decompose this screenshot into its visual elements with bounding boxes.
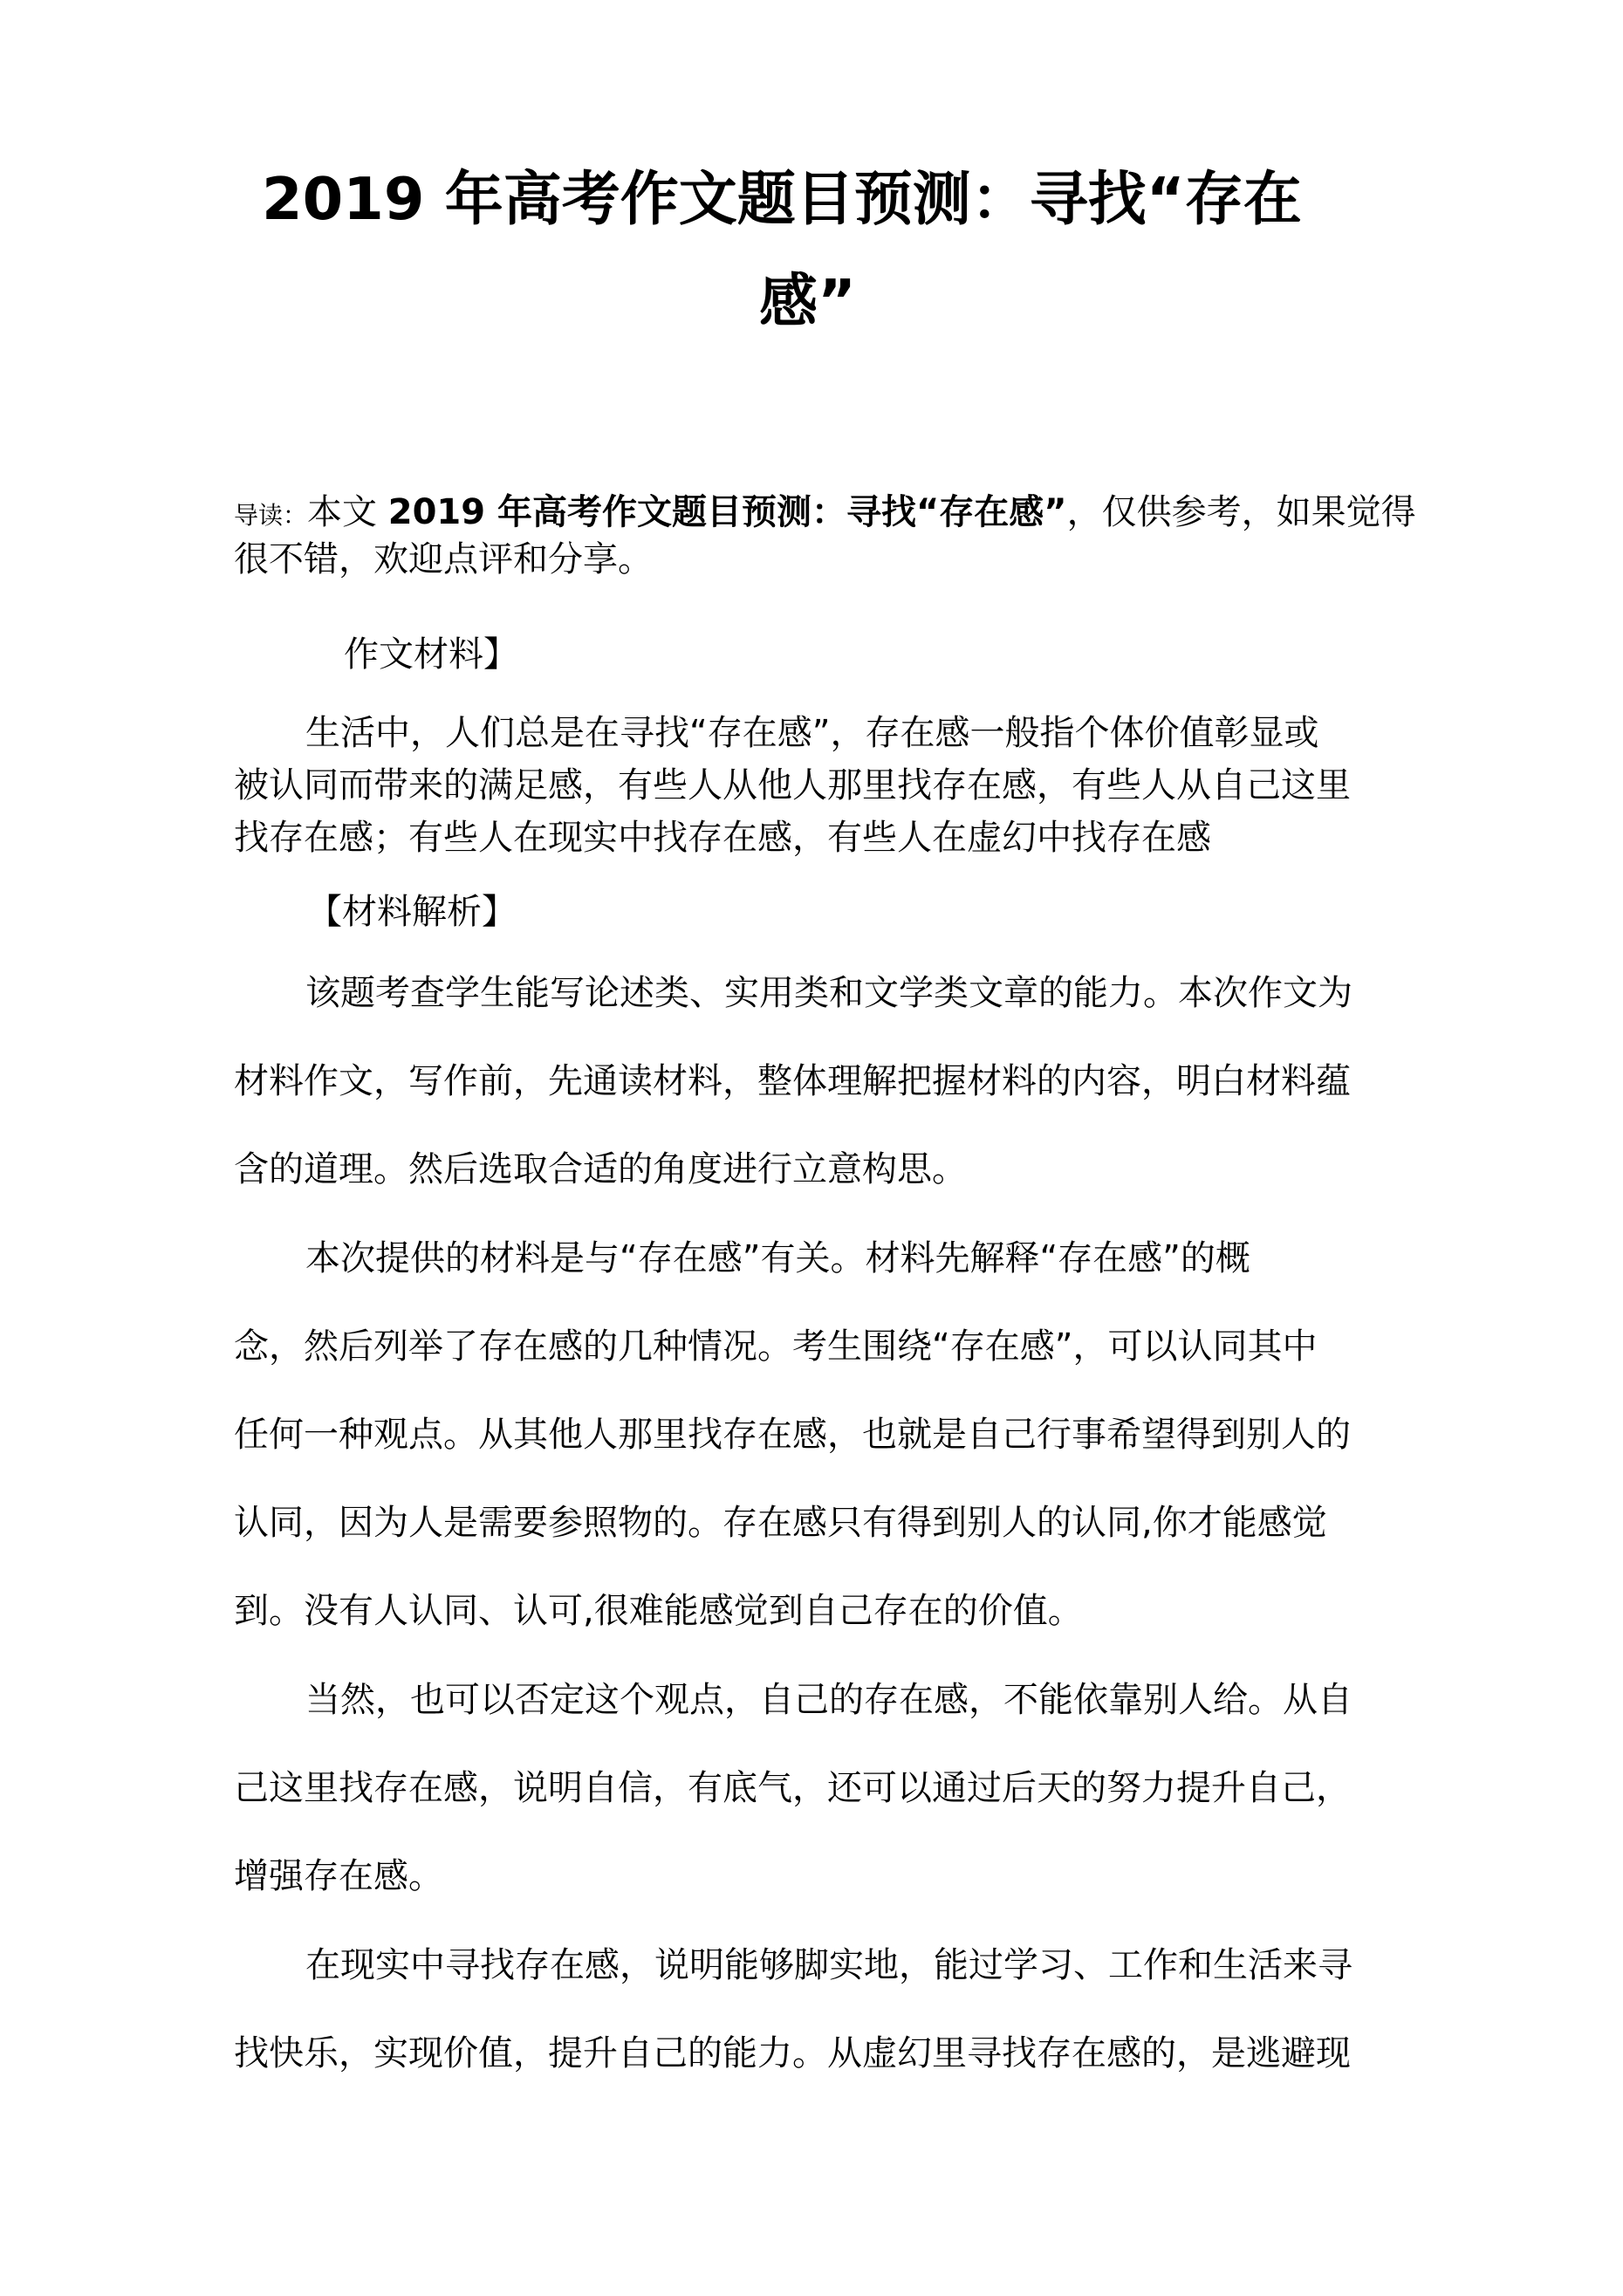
material-line: 生活中，人们总是在寻找“存在感”，存在感一般指个体价值彰显或 [305, 713, 1319, 753]
paragraph-line: 在现实中寻找存在感，说明能够脚实地，能过学习、工作和生活来寻 [305, 1945, 1352, 1985]
paragraph-line: 到。没有人认同、认可,很难能感觉到自己存在的价值。 [234, 1591, 1083, 1631]
intro-paragraph [234, 490, 1438, 582]
paragraph-line: 材料作文，写作前，先通读材料，整体理解把握材料的内容，明白材料蕴 [234, 1061, 1351, 1101]
analysis-paragraph-1 [234, 949, 1352, 1214]
paragraph-line: 认同，因为人是需要参照物的。存在感只有得到别人的认同,你才能感觉 [234, 1503, 1327, 1543]
material-line: 被认同而带来的满足感，有些人从他人那里找存在感，有些人从自己这里 [234, 765, 1351, 805]
intro-emphasis: 2019 年高考作文题目预测：寻找“存在感” [387, 492, 1067, 532]
material-heading: 作文材料】 [344, 634, 518, 675]
analysis-paragraph-3 [234, 1656, 1352, 1921]
paragraph-line: 念，然后列举了存在感的几种情况。考生围绕“存在感”，可以认同其中 [234, 1326, 1318, 1367]
material-line: 找存在感；有些人在现实中找存在感，有些人在虚幻中找存在感 [234, 818, 1211, 858]
paragraph-line: 本次提供的材料是与“存在感”有关。材料先解释“存在感”的概 [305, 1238, 1250, 1278]
analysis-paragraph-4 [234, 1922, 1352, 2098]
paragraph-line: 当然，也可以否定这个观点，自己的存在感，不能依靠别人给。从自 [305, 1680, 1352, 1720]
paragraph-line: 任何一种观点。从其他人那里找存在感，也就是自己行事希望得到别人的 [234, 1415, 1351, 1455]
intro-label: 导读： [234, 501, 308, 530]
paragraph-line: 找快乐，实现价值，提升自己的能力。从虚幻里寻找存在感的，是逃避现 [234, 2033, 1351, 2073]
intro-suffix: ，仅供参考，如果觉得很不错，欢迎点评和分享。 [234, 492, 1416, 579]
page-title-continued: 感” [759, 267, 857, 335]
paragraph-line: 己这里找存在感，说明自信，有底气，还可以通过后天的努力提升自己， [234, 1768, 1351, 1808]
intro-prefix: 本文 [307, 492, 388, 532]
page-title: 2019 年高考作文题目预测：寻找“存在 [262, 165, 1302, 233]
paragraph-line: 增强存在感。 [234, 1856, 443, 1896]
analysis-heading: 【材料解析】 [307, 892, 517, 932]
paragraph-line: 含的道理。然后选取合适的角度进行立意构思。 [234, 1149, 967, 1189]
paragraph-line: 该题考查学生能写论述类、实用类和文学类文章的能力。本次作文为 [305, 973, 1352, 1013]
analysis-paragraph-2 [234, 1215, 1351, 1655]
material-text [234, 707, 1351, 864]
